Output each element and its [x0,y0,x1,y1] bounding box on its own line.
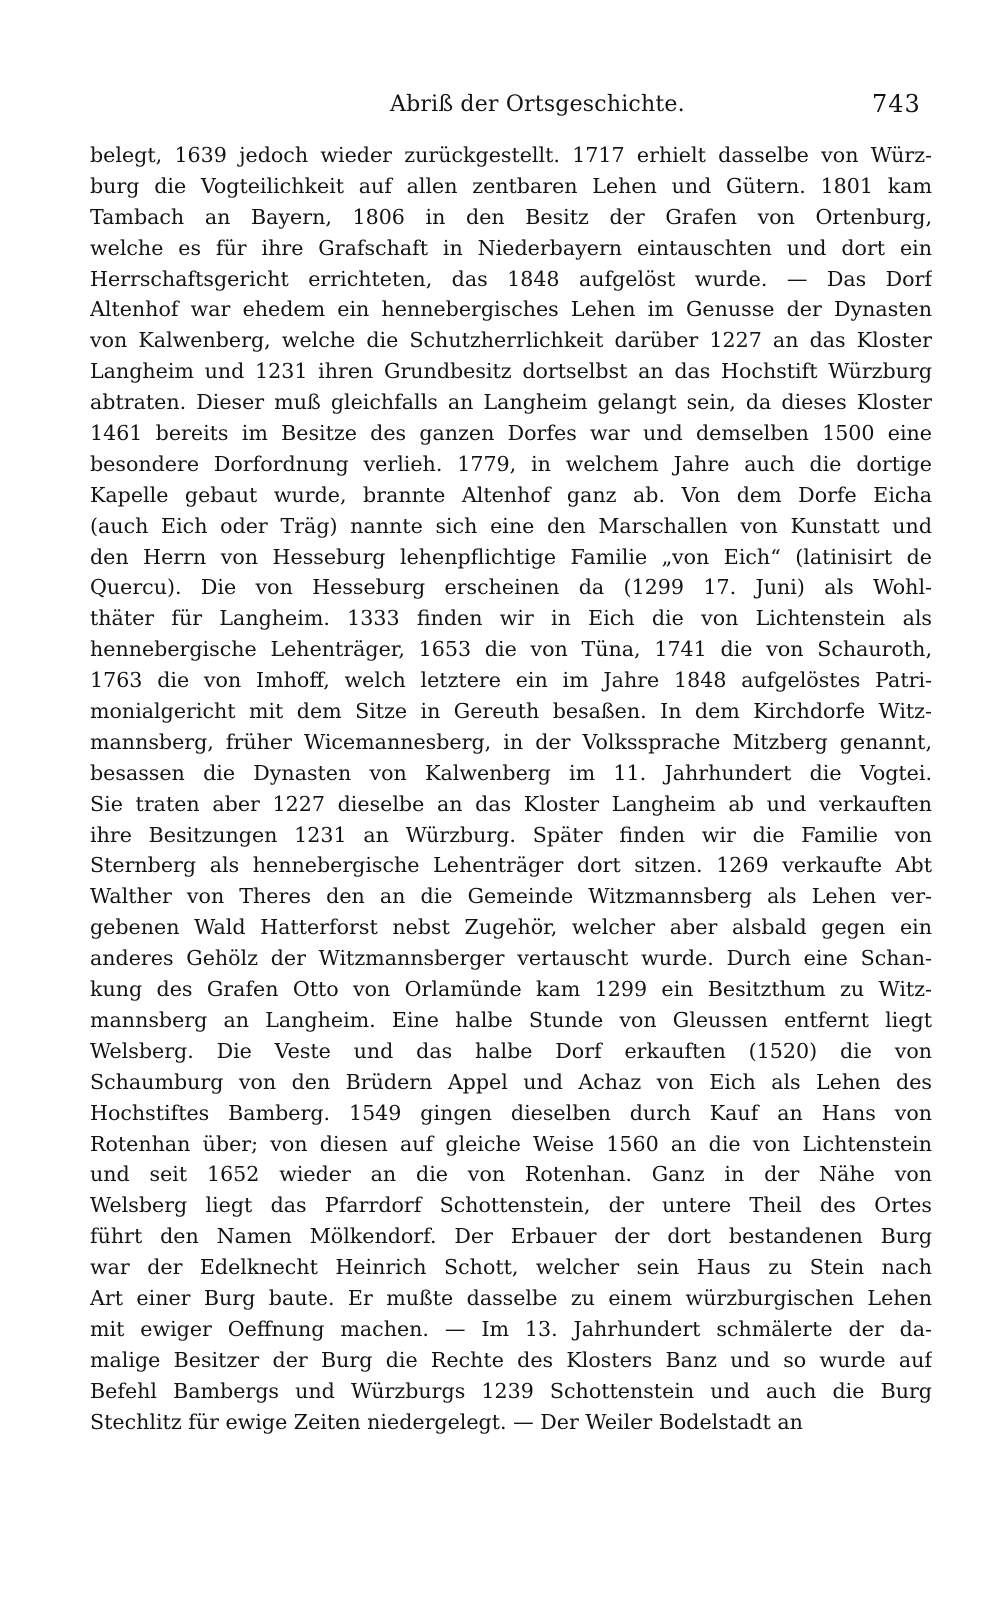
text-line: malige Besitzer der Burg die Rechte des Klosters Banz und so wurde auf [90,1347,932,1372]
text-line: Quercu). Die von Hesseburg erscheinen da (1299 17. Juni) als Wohl- [90,575,932,600]
page-number: 743 [872,90,921,118]
text-line: Rotenhan über; von diesen auf gleiche Weise 1560 an die von Lichtenstein [90,1131,932,1156]
running-head [0,84,1000,124]
text-line: belegt, 1639 jedoch wieder zurückgestellt. 1717 erhielt dasselbe von Würz- [90,143,932,167]
text-line: mannsberg an Langheim. Eine halbe Stunde von Gleussen entfernt liegt [90,1007,932,1032]
text-line: thäter für Langheim. 1333 finden wir in Eich die von Lichtenstein als [90,606,932,631]
text-line: von Kalwenberg, welche die Schutzherrlichkeit darüber 1227 an das Kloster [90,328,932,353]
text-line: monialgericht mit dem Sitze in Gereuth besaßen. In dem Kirchdorfe Witz- [90,699,932,724]
text-line: besondere Dorfordnung verlieh. 1779, in welchem Jahre auch die dortige [90,451,932,476]
text-line: 1461 bereits im Besitze des ganzen Dorfes war und demselben 1500 eine [90,421,932,446]
text-line: Art einer Burg baute. Er mußte dasselbe zu einem würzburgischen Lehen [90,1285,932,1310]
text-line: Stechlitz für ewige Zeiten niedergelegt. — Der Weiler Bodelstadt an [90,1409,803,1434]
text-line: besassen die Dynasten von Kalwenberg im 11. Jahrhundert die Vogtei. [90,760,932,785]
text-line: ihre Besitzungen 1231 an Würzburg. Später finden wir die Familie von [90,822,932,847]
text-line: war der Edelknecht Heinrich Schott, welcher sein Haus zu Stein nach [90,1255,932,1280]
text-line: und seit 1652 wieder an die von Rotenhan. Ganz in der Nähe von [90,1162,932,1187]
text-line: 1763 die von Imhoff, welch letztere ein im Jahre 1848 aufgelöstes Patri- [90,668,932,693]
text-line: gebenen Wald Hatterforst nebst Zugehör, welcher aber alsbald gegen ein [90,915,932,940]
text-line: Kapelle gebaut wurde, brannte Altenhof ganz ab. Von dem Dorfe Eicha [90,482,932,507]
text-line: kung des Grafen Otto von Orlamünde kam 1299 ein Besitzthum zu Witz- [90,977,932,1002]
text-line: Langheim und 1231 ihren Grundbesitz dortselbst an das Hochstift Würzburg [90,359,932,384]
text-line: (auch Eich oder Träg) nannte sich eine den Marschallen von Kunstatt und [90,513,932,538]
text-line: Schaumburg von den Brüdern Appel und Achaz von Eich als Lehen des [90,1069,932,1094]
text-line: Herrschaftsgericht errichteten, das 1848 aufgelöst wurde. — Das Dorf [90,266,932,291]
text-line: führt den Namen Mölkendorf. Der Erbauer der dort bestandenen Burg [90,1224,932,1249]
text-line: welche es für ihre Grafschaft in Niederbayern eintauschten und dort ein [90,235,932,260]
text-line: Altenhof war ehedem ein hennebergisches Lehen im Genusse der Dynasten [90,297,932,322]
text-line: Sie traten aber 1227 dieselbe an das Kloster Langheim ab und verkauften [90,791,932,816]
text-line: Befehl Bambergs und Würzburgs 1239 Schottenstein und auch die Burg [90,1378,932,1403]
text-line: mit ewiger Oeffnung machen. — Im 13. Jahrhundert schmälerte der da- [90,1316,932,1341]
text-line: den Herrn von Hesseburg lehenpflichtige Familie „von Eich“ (latinisirt de [90,544,932,569]
text-line: Welsberg liegt das Pfarrdorf Schottenstein, der untere Theil des Ortes [90,1193,932,1218]
text-line: Sternberg als hennebergische Lehenträger dort sitzen. 1269 verkaufte Abt [90,853,932,878]
running-title: Abriß der Ortsgeschichte. [390,92,685,117]
text-line: Tambach an Bayern, 1806 in den Besitz der Grafen von Ortenburg, [90,204,932,229]
body-text [90,140,932,1437]
text-line: Welsberg. Die Veste und das halbe Dorf erkauften (1520) die von [90,1038,932,1063]
text-line: Hochstiftes Bamberg. 1549 gingen dieselben durch Kauf an Hans von [90,1100,932,1125]
text-line: hennebergische Lehenträger, 1653 die von Tüna, 1741 die von Schauroth, [90,637,932,662]
text-line: abtraten. Dieser muß gleichfalls an Langheim gelangt sein, da dieses Kloster [90,390,932,415]
text-line: Walther von Theres den an die Gemeinde Witzmannsberg als Lehen ver- [90,884,932,909]
text-line: anderes Gehölz der Witzmannsberger vertauscht wurde. Durch eine Schan- [90,946,932,971]
text-line: burg die Vogteilichkeit auf allen zentbaren Lehen und Gütern. 1801 kam [90,173,932,198]
text-line: mannsberg, früher Wicemannesberg, in der Volkssprache Mitzberg genannt, [90,729,932,754]
